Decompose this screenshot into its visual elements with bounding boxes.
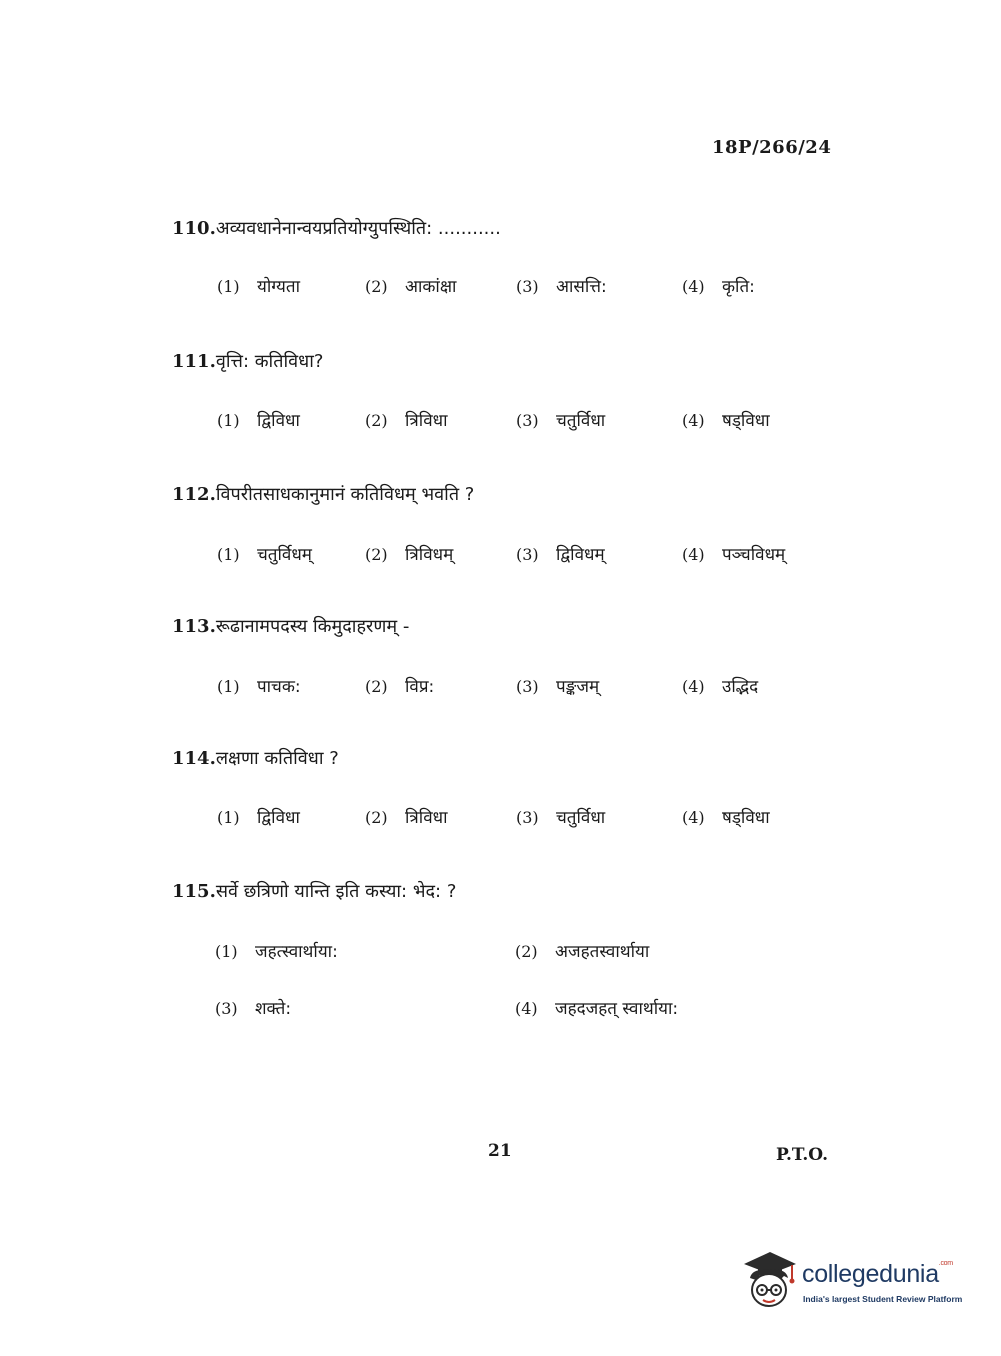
option-text: कृति:	[722, 277, 755, 297]
option-114-1[interactable]	[217, 805, 300, 828]
option-text: षड्विधा	[722, 411, 770, 431]
question-114	[172, 746, 339, 770]
option-112-1[interactable]	[217, 542, 312, 565]
question-text: रूढानामपदस्य किमुदाहरणम् -	[215, 616, 410, 637]
option-115-1[interactable]	[215, 939, 338, 962]
option-number: (4)	[515, 999, 538, 1018]
option-number: (1)	[217, 677, 240, 696]
option-110-4[interactable]	[682, 274, 755, 297]
option-number: (2)	[365, 411, 388, 430]
logo-wordmark	[802, 1260, 953, 1289]
option-number: (3)	[516, 545, 539, 564]
option-text: द्विविधम्	[556, 545, 605, 565]
option-text: चतुर्विधम्	[257, 545, 312, 565]
option-113-2[interactable]	[365, 674, 434, 697]
option-115-3[interactable]	[215, 996, 291, 1019]
option-number: (2)	[365, 677, 388, 696]
option-114-3[interactable]	[516, 805, 605, 828]
option-number: (3)	[516, 277, 539, 296]
question-text: सर्वे छत्रिणो यान्ति इति कस्या: भेद: ?	[215, 881, 457, 902]
option-text: चतुर्विधा	[556, 808, 606, 828]
option-113-4[interactable]	[682, 674, 758, 697]
option-text: पाचक:	[257, 677, 301, 697]
option-text: पङ्कजम्	[556, 677, 600, 697]
option-114-2[interactable]	[365, 805, 448, 828]
option-115-2[interactable]	[515, 939, 649, 962]
option-number: (3)	[215, 999, 238, 1018]
option-text: षड्विधा	[722, 808, 770, 828]
option-115-4[interactable]	[515, 996, 678, 1019]
question-115	[172, 879, 456, 903]
option-110-3[interactable]	[516, 274, 607, 297]
option-number: (4)	[682, 677, 705, 696]
option-number: (1)	[217, 545, 240, 564]
option-111-2[interactable]	[365, 408, 448, 431]
option-text: अजहतस्वार्थाया	[555, 942, 650, 962]
option-text: शक्ते:	[255, 999, 292, 1019]
option-114-4[interactable]	[682, 805, 770, 828]
option-number: (4)	[682, 808, 705, 827]
option-number: (1)	[217, 277, 240, 296]
option-number: (2)	[365, 545, 388, 564]
question-number: 114.	[172, 748, 216, 769]
option-text: त्रिविधा	[405, 808, 448, 828]
option-111-1[interactable]	[217, 408, 300, 431]
option-text: उद्भिद	[722, 677, 759, 697]
logo-name-text: collegedunia	[802, 1260, 939, 1288]
option-111-4[interactable]	[682, 408, 770, 431]
option-number: (2)	[515, 942, 538, 961]
option-text: द्विविधा	[257, 808, 300, 828]
option-number: (1)	[217, 808, 240, 827]
question-text: वृत्ति: कतिविधा?	[215, 351, 324, 372]
question-110	[172, 216, 501, 240]
option-110-1[interactable]	[217, 274, 300, 297]
option-text: योग्यता	[257, 277, 300, 297]
option-number: (2)	[365, 808, 388, 827]
question-113	[172, 614, 409, 638]
option-number: (3)	[516, 677, 539, 696]
option-number: (1)	[215, 942, 238, 961]
option-111-3[interactable]	[516, 408, 605, 431]
option-number: (2)	[365, 277, 388, 296]
option-number: (3)	[516, 808, 539, 827]
question-number: 110.	[172, 218, 216, 239]
question-text: विपरीतसाधकानुमानं कतिविधम् भवति ?	[215, 484, 475, 505]
option-number: (4)	[682, 545, 705, 564]
paper-code: 18P/266/24	[712, 137, 832, 158]
option-112-2[interactable]	[365, 542, 453, 565]
question-text: अव्यवधानेनान्वयप्रतियोग्युपस्थिति: ...........	[215, 218, 501, 239]
option-112-3[interactable]	[516, 542, 605, 565]
logo-tagline: India's largest Student Review Platform	[803, 1294, 963, 1304]
logo-suffix: .com	[938, 1260, 953, 1267]
option-number: (4)	[682, 411, 705, 430]
collegedunia-logo[interactable]	[740, 1250, 970, 1312]
option-text: जहत्स्वार्थाया:	[255, 942, 338, 962]
option-110-2[interactable]	[365, 274, 456, 297]
mascot-icon	[740, 1250, 798, 1312]
option-text: त्रिविधा	[405, 411, 448, 431]
option-number: (3)	[516, 411, 539, 430]
question-number: 113.	[172, 616, 216, 637]
option-112-4[interactable]	[682, 542, 785, 565]
option-113-1[interactable]	[217, 674, 301, 697]
option-text: आकांक्षा	[405, 277, 457, 297]
page-number: 21	[488, 1141, 512, 1161]
option-text: पञ्चविधम्	[722, 545, 786, 565]
option-113-3[interactable]	[516, 674, 599, 697]
question-number: 112.	[172, 484, 216, 505]
option-text: आसत्ति:	[556, 277, 607, 297]
question-number: 111.	[172, 351, 216, 372]
option-text: द्विविधा	[257, 411, 300, 431]
question-number: 115.	[172, 881, 216, 902]
pto-label: P.T.O.	[776, 1145, 828, 1165]
option-number: (1)	[217, 411, 240, 430]
option-number: (4)	[682, 277, 705, 296]
option-text: चतुर्विधा	[556, 411, 606, 431]
option-text: जहदजहत् स्वार्थाया:	[555, 999, 679, 1019]
option-text: त्रिविधम्	[405, 545, 454, 565]
question-text: लक्षणा कतिविधा ?	[215, 748, 339, 769]
question-112	[172, 482, 474, 506]
option-text: विप्र:	[405, 677, 435, 697]
question-111	[172, 349, 323, 373]
